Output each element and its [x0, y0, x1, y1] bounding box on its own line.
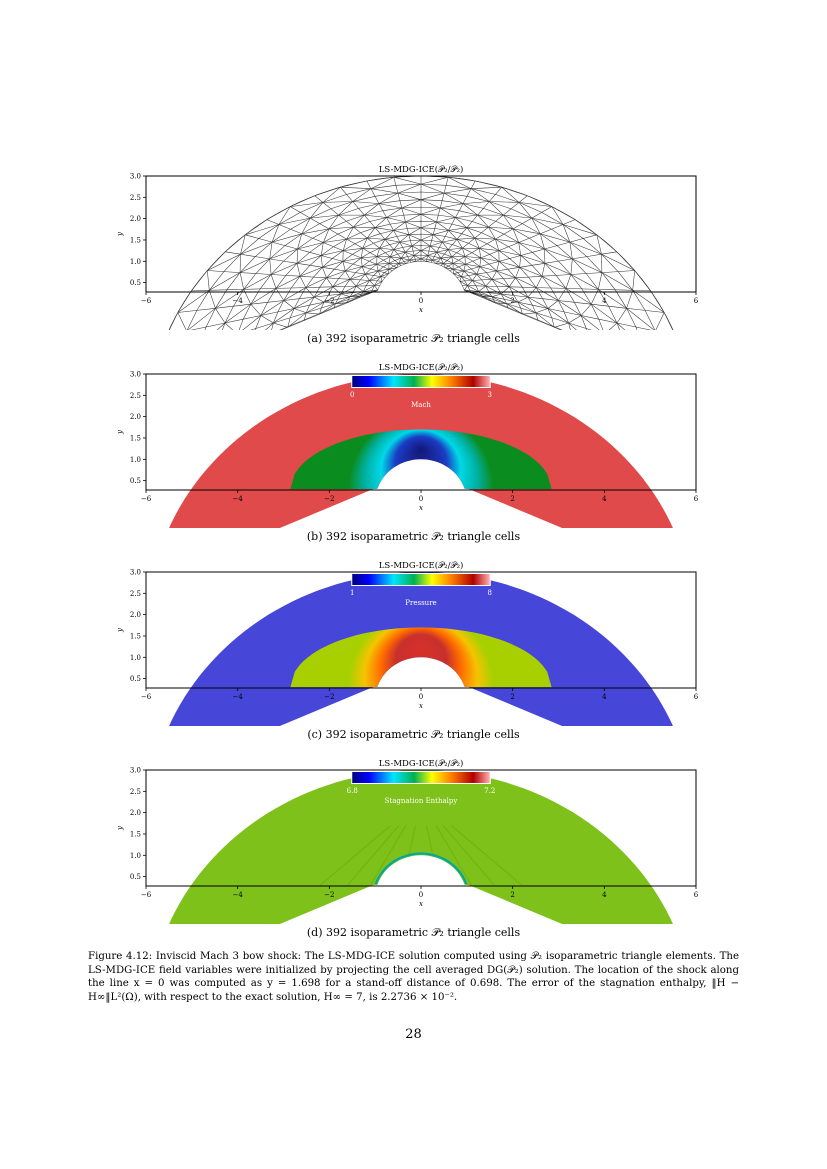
mesh-spoke [467, 291, 684, 330]
colorbar [352, 574, 490, 585]
x-tick-label: −6 [140, 297, 152, 305]
mesh-diagonals [360, 256, 483, 297]
y-tick-label: 3.0 [129, 370, 141, 379]
colorbar-max-label: 7.2 [484, 787, 496, 795]
figure-caption: Figure 4.12: Inviscid Mach 3 bow shock: The LS-MDG-ICE solution computed using 𝒫₂ isoparametric triangle elements. The LS-MDG-ICE field variables were initialized by projecting the cell averaged DG(𝒫₂) solution. The location of the shock along the line x = 0 was computed as y = 1.698 for a stand-off distance of 0.698. The error of the stagnation enthalpy, ‖H − H∞‖L²(Ω), with respect to the exact solution, H∞ = 7, is 2.2736 × 10⁻². [88, 951, 739, 1003]
y-tick-label: 2.0 [129, 611, 141, 620]
y-tick-label: 0.5 [129, 477, 141, 486]
enthalpy-plot [0, 754, 827, 924]
mach-plot [0, 358, 827, 528]
mesh-spoke [436, 187, 502, 264]
mesh-spoke [290, 207, 396, 268]
plot-title: LS-MDG-ICE(𝒫₂/𝒫₂) [378, 759, 464, 769]
y-axis-label: y [116, 826, 124, 830]
plot-title: LS-MDG-ICE(𝒫₂/𝒫₂) [378, 363, 464, 373]
x-tick-label: −2 [324, 297, 335, 305]
x-tick-label: 6 [693, 297, 699, 305]
subcaption-a: (a) 392 isoparametric 𝒫₂ triangle cells [307, 332, 520, 345]
y-axis-label: y [116, 232, 124, 236]
x-axis-label: x [419, 702, 423, 710]
colorbar [352, 772, 490, 783]
x-tick-label: −6 [140, 693, 152, 701]
x-tick-label: −2 [324, 693, 335, 701]
subcaption-d: (d) 392 isoparametric 𝒫₂ triangle cells [306, 926, 521, 939]
page-number: 28 [405, 1027, 422, 1042]
y-tick-label: 0.5 [129, 675, 141, 684]
x-tick-label: −6 [140, 495, 152, 503]
mesh-diagonals [369, 259, 473, 294]
x-tick-label: 4 [602, 297, 607, 305]
y-tick-label: 0.5 [129, 279, 141, 288]
x-axis-label: x [419, 306, 423, 314]
mesh-ring [369, 259, 473, 294]
figure-panel-c [0, 556, 827, 746]
colorbar-max-label: 8 [487, 589, 492, 597]
figure-panel-d [0, 754, 827, 944]
mesh-spoke [225, 252, 385, 278]
x-tick-label: 6 [693, 693, 699, 701]
x-tick-label: 4 [602, 495, 607, 503]
y-tick-label: 2.0 [129, 809, 141, 818]
y-tick-label: 1.0 [129, 851, 141, 860]
x-tick-label: 0 [418, 495, 424, 503]
subcaption-b: (b) 392 isoparametric 𝒫₂ triangle cells [306, 530, 521, 543]
y-tick-label: 1.5 [129, 830, 141, 839]
y-tick-label: 1.5 [129, 632, 141, 641]
colorbar-max-label: 3 [487, 391, 492, 399]
plot-title: LS-MDG-ICE(𝒫₂/𝒫₂) [378, 561, 464, 571]
colorbar-title: Stagnation Enthalpy [384, 797, 458, 805]
x-tick-label: −4 [232, 495, 243, 503]
mesh-spoke [457, 252, 617, 278]
mesh-spoke [445, 207, 551, 268]
mesh-spoke [466, 291, 676, 330]
x-tick-label: 2 [510, 495, 515, 503]
x-tick-label: −6 [140, 891, 152, 899]
y-tick-label: 2.5 [129, 787, 141, 796]
y-tick-label: 2.5 [129, 391, 141, 400]
colorbar-title: Pressure [405, 599, 437, 607]
y-axis-label: y [116, 430, 124, 434]
y-tick-label: 3.0 [129, 766, 141, 775]
x-tick-label: −4 [232, 297, 243, 305]
colorbar-title: Mach [411, 401, 431, 409]
x-tick-label: 0 [418, 891, 424, 899]
y-tick-label: 2.0 [129, 413, 141, 422]
mesh-spoke [462, 285, 650, 291]
y-tick-label: 2.5 [129, 193, 141, 202]
x-tick-label: 6 [693, 495, 699, 503]
y-tick-label: 2.0 [129, 215, 141, 224]
mesh-spoke [167, 291, 377, 330]
mesh-spoke [441, 196, 527, 266]
y-tick-label: 1.0 [129, 257, 141, 266]
x-tick-label: 6 [693, 891, 699, 899]
figure-panel-a [0, 160, 827, 350]
x-tick-label: 4 [602, 693, 607, 701]
x-tick-label: −2 [324, 495, 335, 503]
colorbar-min-label: 6.8 [346, 787, 358, 795]
subcaption-c: (c) 392 isoparametric 𝒫₂ triangle cells [307, 728, 520, 741]
y-tick-label: 3.0 [129, 568, 141, 577]
colorbar [352, 376, 490, 387]
mesh-spoke [191, 285, 379, 291]
x-tick-label: 0 [418, 693, 424, 701]
x-tick-label: 2 [510, 693, 515, 701]
x-tick-label: 4 [602, 891, 607, 899]
y-axis-label: y [116, 628, 124, 632]
mesh-plot [0, 160, 827, 330]
figure-panel-b [0, 358, 827, 548]
mesh-spoke [340, 187, 406, 264]
x-tick-label: −4 [232, 891, 243, 899]
y-tick-label: 2.5 [129, 589, 141, 598]
x-tick-label: 2 [510, 891, 515, 899]
mesh-spoke [315, 196, 401, 266]
y-tick-label: 1.5 [129, 236, 141, 245]
x-axis-label: x [419, 504, 423, 512]
y-tick-label: 1.0 [129, 455, 141, 464]
y-tick-label: 0.5 [129, 873, 141, 882]
pressure-plot [0, 556, 827, 726]
colorbar-min-label: 1 [350, 589, 355, 597]
colorbar-min-label: 0 [350, 391, 355, 399]
y-tick-label: 3.0 [129, 172, 141, 181]
x-tick-label: 0 [418, 297, 424, 305]
y-tick-label: 1.5 [129, 434, 141, 443]
x-tick-label: 2 [510, 297, 515, 305]
x-axis-label: x [419, 900, 423, 908]
y-tick-label: 1.0 [129, 653, 141, 662]
x-tick-label: −2 [324, 891, 335, 899]
mesh-spoke [158, 291, 375, 330]
x-tick-label: −4 [232, 693, 243, 701]
plot-title: LS-MDG-ICE(𝒫₂/𝒫₂) [378, 165, 464, 175]
